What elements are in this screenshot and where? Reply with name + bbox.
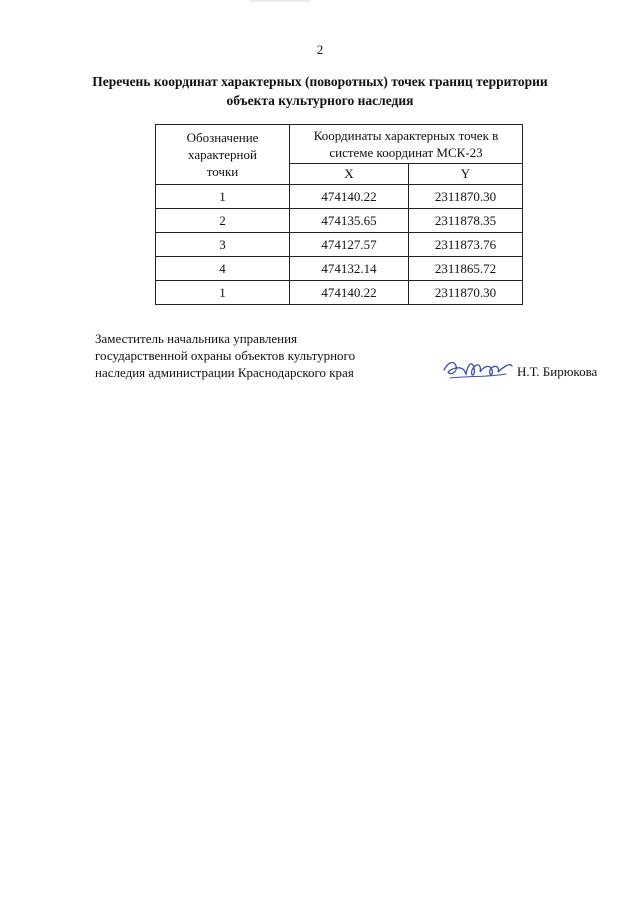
cell-x: 474135.65 xyxy=(290,209,409,233)
header-point-line: характерной xyxy=(188,147,257,162)
cell-y: 2311878.35 xyxy=(409,209,523,233)
cell-x: 474140.22 xyxy=(290,281,409,305)
header-point-designation xyxy=(156,125,290,185)
cell-x: 474127.57 xyxy=(290,233,409,257)
signature-stroke xyxy=(444,363,512,376)
title-line-2: объекта культурного наследия xyxy=(226,93,414,108)
cell-x: 474132.14 xyxy=(290,257,409,281)
cell-x: 474140.22 xyxy=(290,185,409,209)
header-point-line: Обозначение xyxy=(186,130,259,145)
cell-y: 2311870.30 xyxy=(409,185,523,209)
coordinates-table xyxy=(155,124,523,305)
header-y: Y xyxy=(409,164,523,185)
signature-stroke xyxy=(450,374,506,378)
cell-y: 2311873.76 xyxy=(409,233,523,257)
cell-point: 2 xyxy=(156,209,290,233)
cell-point: 1 xyxy=(156,185,290,209)
page-number: 2 xyxy=(316,42,324,57)
cell-point: 1 xyxy=(156,281,290,305)
title-line-1: Перечень координат характерных (поворотных) точек границ территории xyxy=(92,74,548,89)
cell-point: 3 xyxy=(156,233,290,257)
table-row xyxy=(156,233,523,257)
table-row xyxy=(156,209,523,233)
document-title xyxy=(40,72,600,110)
scan-artifact xyxy=(250,0,310,2)
header-x: X xyxy=(290,164,409,185)
cell-y: 2311870.30 xyxy=(409,281,523,305)
cell-point: 4 xyxy=(156,257,290,281)
header-point-line: точки xyxy=(206,164,239,179)
signer-name: Н.Т. Бирюкова xyxy=(517,364,598,379)
header-coordinates xyxy=(290,125,523,164)
handwritten-signature xyxy=(440,352,515,384)
table-row xyxy=(156,185,523,209)
position-line: государственной охраны объектов культурного xyxy=(95,348,356,363)
signatory-position xyxy=(95,330,355,381)
header-coords-line: системе координат МСК-23 xyxy=(329,145,483,160)
header-coords-line: Координаты характерных точек в xyxy=(313,128,499,143)
position-line: Заместитель начальника управления xyxy=(95,331,298,346)
position-line: наследия администрации Краснодарского края xyxy=(95,365,354,380)
table-row xyxy=(156,257,523,281)
cell-y: 2311865.72 xyxy=(409,257,523,281)
table-row xyxy=(156,281,523,305)
